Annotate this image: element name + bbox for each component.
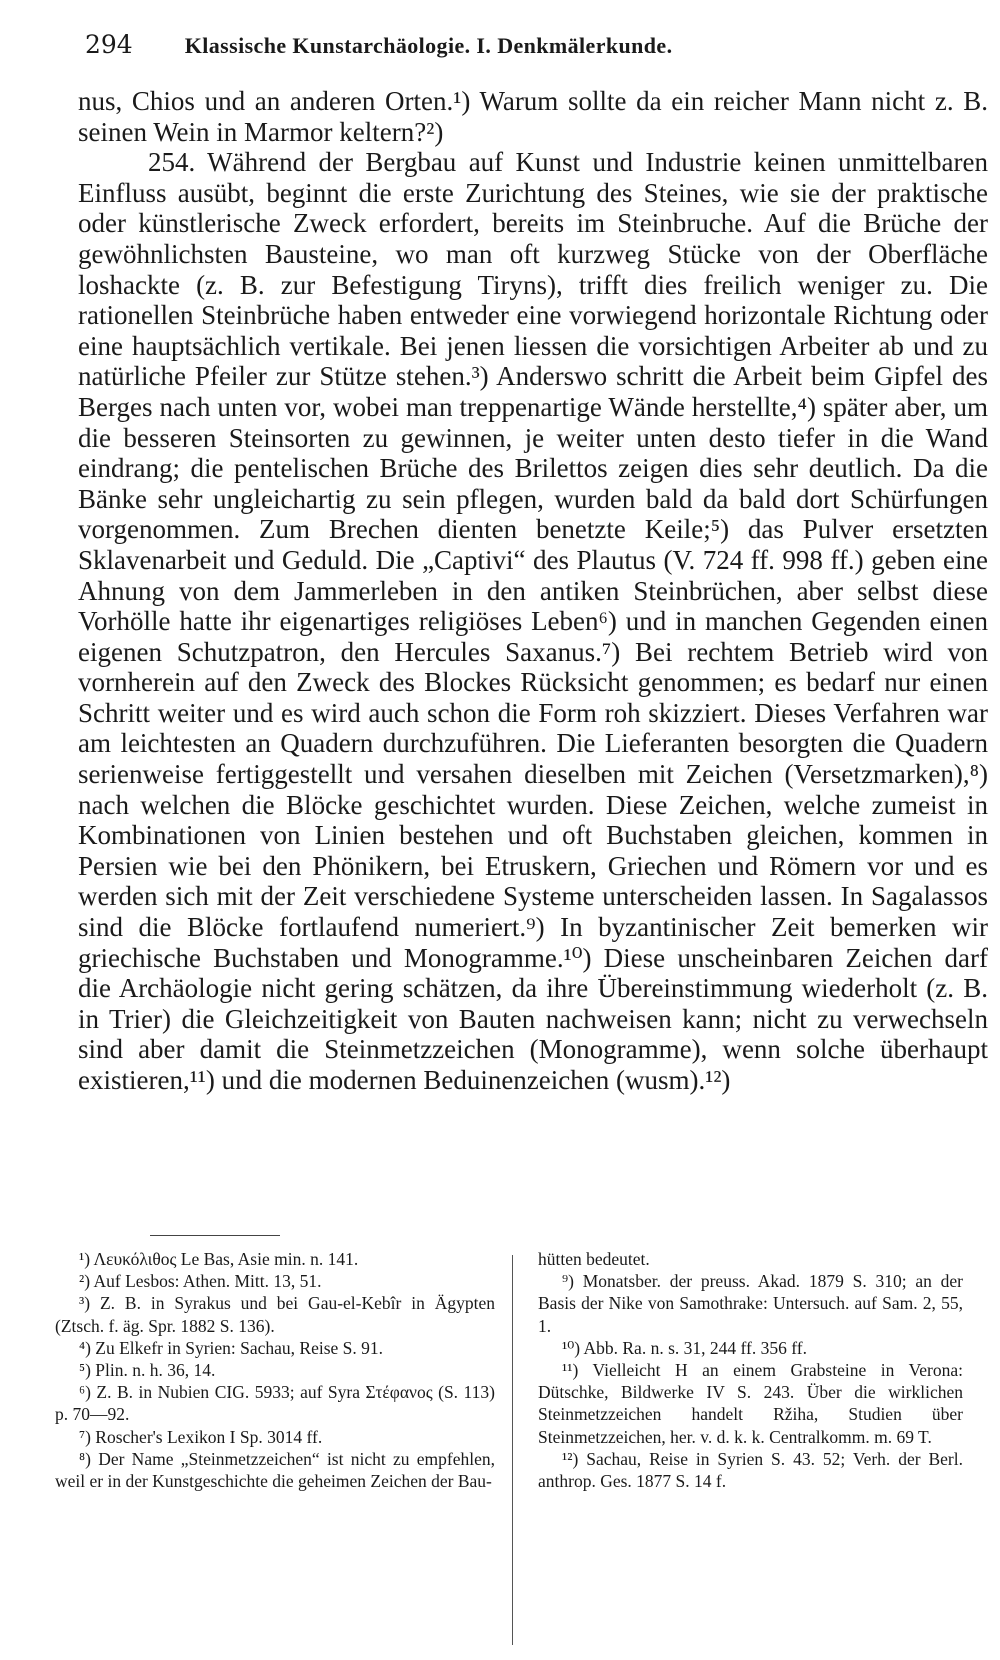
footnote-8-continuation: hütten bedeutet.: [538, 1249, 650, 1269]
footnote-2: ²) Auf Lesbos: Athen. Mitt. 13, 51.: [79, 1271, 322, 1292]
footnote-separator: [150, 1235, 280, 1236]
footnote-4: ⁴) Zu Elkefr in Syrien: Sachau, Reise S. 91.: [79, 1337, 384, 1358]
page-number: 294: [85, 30, 133, 59]
footnote-1: ¹) Λευκόλιθος Le Bas, Asie min. n. 141.: [79, 1249, 359, 1269]
footnotes-right-column: [538, 1248, 963, 1492]
footnote-11: ¹¹) Vielleicht H an einem Grabsteine in Verona: Dütschke, Bildwerke IV S. 243. Über die wirklichen Steinmetzzeichen handelt Ržiha, Studien über Steinmetzzeichen, her. v. d. k. k. Centralkomm. m. 69 T.: [538, 1360, 963, 1447]
footnote-9: ⁹) Monatsber. der preuss. Akad. 1879 S. 310; an der Basis der Nike von Samothrake: Untersuch. auf Sam. 2, 55, 1.: [538, 1271, 963, 1336]
main-text: [78, 86, 988, 1096]
paragraph-continuation: nus, Chios und an anderen Orten.¹) Warum sollte da ein reicher Mann nicht z. B. seinen Wein in Marmor keltern?²): [78, 86, 988, 147]
footnote-7: ⁷) Roscher's Lexikon I Sp. 3014 ff.: [79, 1426, 323, 1447]
footnote-12: ¹²) Sachau, Reise in Syrien S. 43. 52; Verh. der Berl. anthrop. Ges. 1877 S. 14 f.: [538, 1448, 963, 1492]
footnote-5: ⁵) Plin. n. h. 36, 14.: [79, 1360, 216, 1381]
footnote-3: ³) Z. B. in Syrakus und bei Gau-el-Kebîr in Ägypten (Ztsch. f. äg. Spr. 1882 S. 136).: [55, 1293, 495, 1336]
page-header: [85, 30, 970, 70]
footnote-column-divider: [512, 1255, 513, 1645]
paragraph-254: 254. Während der Bergbau auf Kunst und Industrie keinen unmittelbaren Einfluss ausübt, beginnt die erste Zurichtung des Steines, wie sie der praktische oder künstlerische Zweck erfordert, bereits im Steinbruche. Auf die Brüche der gewöhnlichsten Bausteine, wo man oft kurzweg Stücke von der Oberfläche loshackte (z. B. zur Befestigung Tiryns), trifft dies freilich weniger zu. Die rationellen Steinbrüche haben entweder eine vorwiegend horizontale Richtung oder eine hauptsächlich vertikale. Bei jenen liessen die vorsichtigen Arbeiter ab und zu natürliche Pfeiler zur Stütze stehen.³) Anderswo schritt die Arbeit beim Gipfel des Berges nach unten vor, wobei man treppenartige Wände herstellte,⁴) später aber, um die besseren Steinsorten zu gewinnen, je weiter unten desto tiefer in die Wand eindrang; die pentelischen Brüche des Brilettos zeigen dies sehr deutlich. Da die Bänke sehr ungleichartig zu sein pflegen, wurden bald da bald dort Schürfungen vorgenommen. Zum Brechen dienten benetzte Keile;⁵) das Pulver ersetzten Sklavenarbeit und Geduld. Die „Captivi“ des Plautus (V. 724 ff. 998 ff.) geben eine Ahnung von dem Jammerleben in den antiken Steinbrüchen, aber selbst diese Vorhölle hatte ihr eigenartiges religiöses Leben⁶) und in manchen Gegenden einen eigenen Schutzpatron, den Hercules Saxanus.⁷) Bei rechtem Betrieb wird von vornherein auf den Zweck des Blockes Rücksicht genommen; es bedarf nur einen Schritt weiter und es wird auch schon die Form roh skizziert. Dieses Verfahren war am leichtesten an Quadern durchzuführen. Die Lieferanten besorgten die Quadern serienweise fertiggestellt und versahen dieselben mit Zeichen (Versetzmarken),⁸) nach welchen die Blöcke geschichtet wurden. Diese Zeichen, welche zumeist in Kombinationen von Linien bestehen und oft Buchstaben gleichen, kommen in Persien wie bei den Phönikern, bei Etruskern, Griechen und Römern vor und es werden sich mit der Zeit verschiedene Systeme unterscheiden lassen. In Sagalassos sind die Blöcke fortlaufend numeriert.⁹) In byzantinischer Zeit bemerken wir griechische Buchstaben und Monogramme.¹⁰) Diese unscheinbaren Zeichen darf die Archäologie nicht gering schätzen, da ihre Übereinstimmung wiederholt (z. B. in Trier) die Gleichzeitigkeit von Bauten nachweisen kann; nicht zu verwechseln sind aber damit die Steinmetzzeichen (Monogramme), wenn solche überhaupt existieren,¹¹) und die modernen Beduinenzeichen (wusm).¹²): [78, 147, 988, 1095]
footnote-8: ⁸) Der Name „Steinmetzzeichen“ ist nicht zu empfehlen, weil er in der Kunstgeschichte die geheimen Zeichen der Bau-: [55, 1448, 495, 1492]
running-title: Klassische Kunstarchäologie. I. Denkmälerkunde.: [184, 33, 673, 58]
footnote-10: ¹⁰) Abb. Ra. n. s. 31, 244 ff. 356 ff.: [562, 1337, 807, 1358]
footnotes-left-column: [55, 1248, 495, 1492]
footnote-6: ⁶) Z. B. in Nubien CIG. 5933; auf Syra Στέφανος (S. 113) p. 70—92.: [55, 1382, 495, 1425]
